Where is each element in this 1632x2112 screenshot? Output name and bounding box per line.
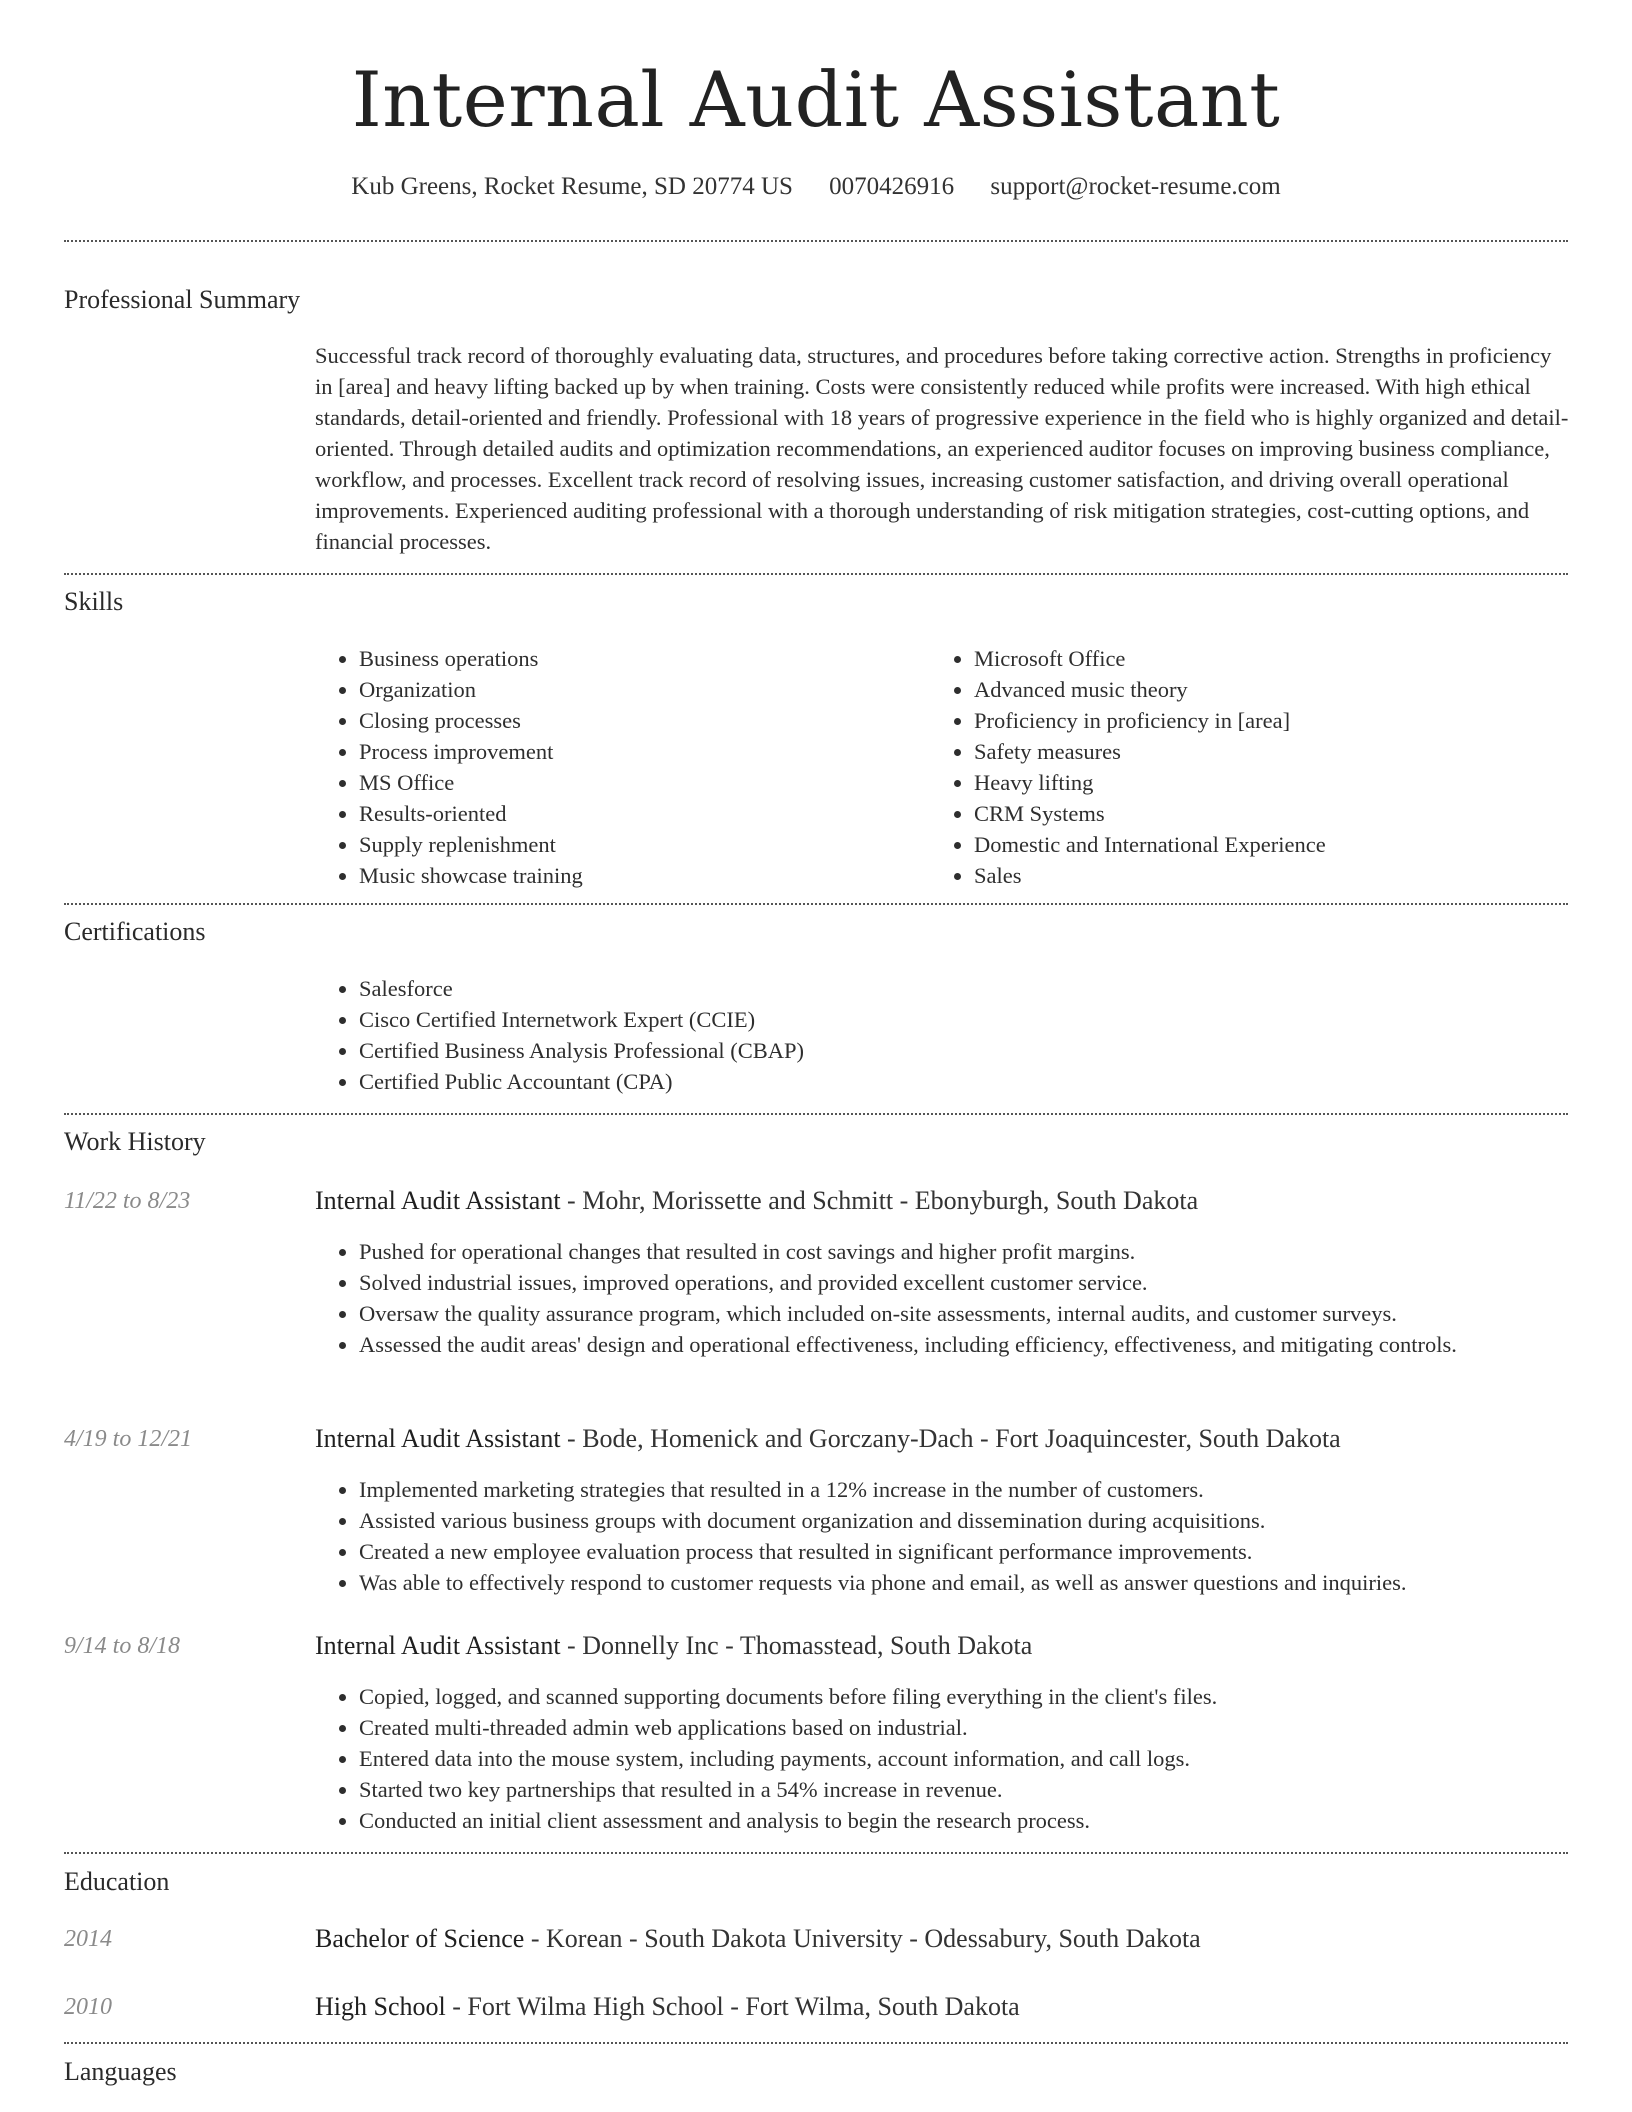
skill-item: • Sales <box>974 860 1530 891</box>
skill-item: • Domestic and International Experience <box>974 829 1530 860</box>
resume-title: Internal Audit Assistant <box>351 55 1281 144</box>
job-bullets <box>315 1236 1570 1360</box>
job-bullet: • Solved industrial issues, improved operations, and provided excellent customer service. <box>359 1267 1570 1298</box>
summary-text: Successful track record of thoroughly evaluating data, structures, and procedures before taking corrective action. Strengths in proficiency in [area] and heavy lifting backed up by when training. Costs were consistently reduced while profits were increased. With high ethical standards, detail-oriented and friendly. Professional with 18 years of progressive experience in the field who is highly organized and detail-oriented. Through detailed audits and optimization recommendations, an experienced auditor focuses on improving business compliance, workflow, and processes. Excellent track record of resolving issues, increasing customer satisfaction, and driving overall operational improvements. Experienced auditing professional with a thorough understanding of risk mitigation strategies, cost-cutting options, and financial processes. <box>315 343 1569 554</box>
divider <box>64 1852 1568 1854</box>
contact-address: Kub Greens, Rocket Resume, SD 20774 US <box>351 173 793 200</box>
contact-line <box>0 170 1632 204</box>
contact-email: support@rocket-resume.com <box>990 173 1281 200</box>
skill-item: • Organization <box>359 674 915 705</box>
job-bullet: • Entered data into the mouse system, including payments, account information, and call logs. <box>359 1743 1570 1774</box>
job-bullets <box>315 1681 1570 1836</box>
job-bullet: • Started two key partnerships that resulted in a 54% increase in revenue. <box>359 1774 1570 1805</box>
divider <box>64 240 1568 242</box>
education-entry <box>315 1990 1570 2024</box>
skill-item: • Music showcase training <box>359 860 915 891</box>
skill-item: • Heavy lifting <box>974 767 1530 798</box>
certifications-list <box>315 973 1570 1097</box>
divider <box>64 1113 1568 1115</box>
job-heading <box>315 1422 1570 1456</box>
education-entry <box>315 1922 1570 1956</box>
skill-item: • Proficiency in proficiency in [area] <box>974 705 1530 736</box>
job-bullet: • Created multi-threaded admin web applications based on industrial. <box>359 1712 1570 1743</box>
job-role: Internal Audit Assistant <box>315 1631 561 1660</box>
skill-item: • Closing processes <box>359 705 915 736</box>
skill-item: • Results-oriented <box>359 798 915 829</box>
education-degree: Bachelor of Science <box>315 1924 525 1953</box>
skill-item: • Process improvement <box>359 736 915 767</box>
job-bullet: • Implemented marketing strategies that resulted in a 12% increase in the number of customers. <box>359 1474 1570 1505</box>
skill-item: • Microsoft Office <box>974 643 1530 674</box>
job-bullet: • Was able to effectively respond to customer requests via phone and email, as well as answer questions and inquiries. <box>359 1567 1570 1598</box>
skill-item: • Business operations <box>359 643 915 674</box>
job-dates: 11/22 to 8/23 <box>64 1188 191 1214</box>
job-bullet: • Assisted various business groups with document organization and dissemination during acquisitions. <box>359 1505 1570 1536</box>
job-bullet: • Oversaw the quality assurance program, which included on-site assessments, internal audits, and customer surveys. <box>359 1298 1570 1329</box>
job-bullet: • Conducted an initial client assessment and analysis to begin the research process. <box>359 1805 1570 1836</box>
divider <box>64 573 1568 575</box>
education-school: - Fort Wilma High School - Fort Wilma, South Dakota <box>445 1992 1020 2021</box>
education-degree: High School <box>315 1992 446 2021</box>
education-heading: Education <box>64 1867 170 1896</box>
skill-item: • CRM Systems <box>974 798 1530 829</box>
job-bullet: • Pushed for operational changes that resulted in cost savings and higher profit margins. <box>359 1236 1570 1267</box>
work-history-heading: Work History <box>64 1127 206 1156</box>
job-employer: - Bode, Homenick and Gorczany-Dach - Fort Joaquincester, South Dakota <box>560 1424 1341 1453</box>
divider <box>64 903 1568 905</box>
skill-item: • Safety measures <box>974 736 1530 767</box>
job-role: Internal Audit Assistant <box>315 1186 561 1215</box>
summary-heading: Professional Summary <box>64 285 301 314</box>
divider <box>64 2042 1568 2044</box>
job-employer: - Donnelly Inc - Thomasstead, South Dakota <box>560 1631 1033 1660</box>
job-dates: 4/19 to 12/21 <box>64 1426 193 1452</box>
contact-phone: 0070426916 <box>829 173 955 200</box>
job-heading <box>315 1629 1570 1663</box>
job-role: Internal Audit Assistant <box>315 1424 561 1453</box>
certification-item: • Certified Business Analysis Professional (CBAP) <box>359 1035 1570 1066</box>
certification-item: • Certified Public Accountant (CPA) <box>359 1066 1570 1097</box>
education-school: - Korean - South Dakota University - Odessabury, South Dakota <box>524 1924 1201 1953</box>
languages-heading: Languages <box>64 2057 177 2086</box>
certifications-heading: Certifications <box>64 917 206 946</box>
job-dates: 9/14 to 8/18 <box>64 1633 181 1659</box>
certification-item: • Cisco Certified Internetwork Expert (CCIE) <box>359 1004 1570 1035</box>
job-bullet: • Copied, logged, and scanned supporting documents before filing everything in the client's files. <box>359 1681 1570 1712</box>
job-employer: - Mohr, Morissette and Schmitt - Ebonyburgh, South Dakota <box>560 1186 1199 1215</box>
skill-item: • MS Office <box>359 767 915 798</box>
education-year: 2010 <box>64 1994 112 2020</box>
job-heading <box>315 1184 1570 1218</box>
job-bullet: • Created a new employee evaluation process that resulted in significant performance improvements. <box>359 1536 1570 1567</box>
certification-item: • Salesforce <box>359 973 1570 1004</box>
skills-column-left <box>315 643 915 891</box>
education-year: 2014 <box>64 1926 112 1952</box>
skill-item: • Supply replenishment <box>359 829 915 860</box>
skills-heading: Skills <box>64 587 124 616</box>
skills-column-right <box>930 643 1530 891</box>
skill-item: • Advanced music theory <box>974 674 1530 705</box>
job-bullets <box>315 1474 1570 1598</box>
job-bullet: • Assessed the audit areas' design and operational effectiveness, including efficiency, effectiveness, and mitigating controls. <box>359 1329 1570 1360</box>
